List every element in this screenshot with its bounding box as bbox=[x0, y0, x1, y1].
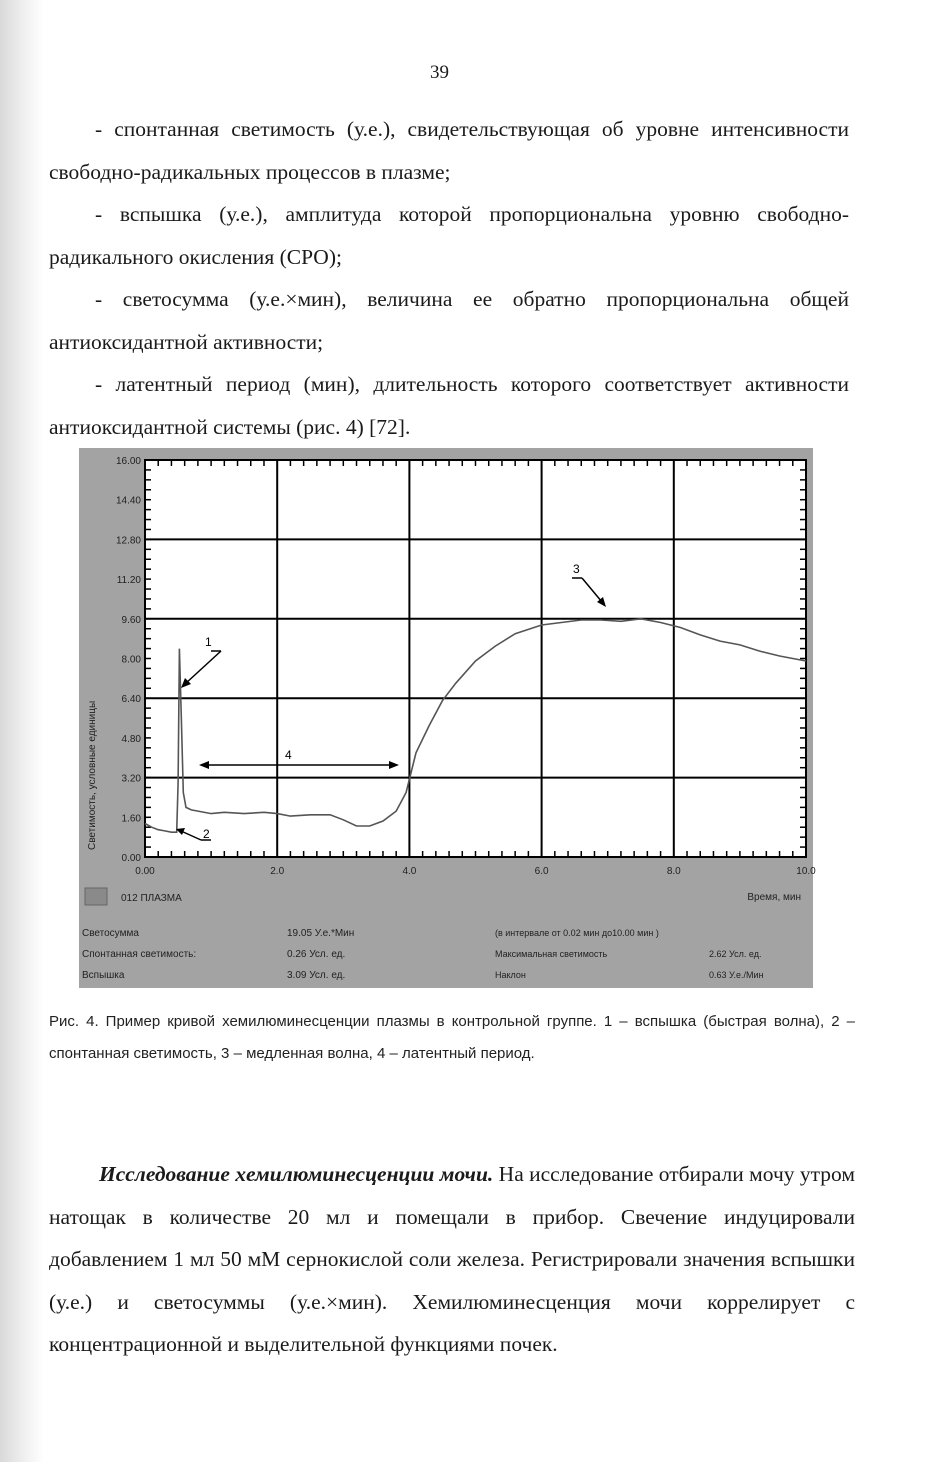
section-urine-chemiluminescence bbox=[49, 1153, 855, 1366]
stat-label-spontaneous: Спонтанная светимость: bbox=[82, 949, 197, 960]
plot-area bbox=[145, 460, 806, 857]
stat-value-lightsum: 19.05 У.е.*Мин bbox=[287, 928, 355, 939]
x-axis-title: Время, мин bbox=[747, 892, 801, 903]
annotation-label-1: 1 bbox=[205, 635, 212, 649]
stat-label-max: Максимальная светимость bbox=[495, 949, 608, 959]
list-item-latent: - латентный период (мин), длительность которого соответствует активности антиоксидантной системы (рис. 4) [72]. bbox=[49, 372, 849, 439]
y-tick-label: 14.40 bbox=[115, 495, 141, 507]
annotation-label-3: 3 bbox=[573, 562, 580, 576]
y-tick-label: 8.00 bbox=[121, 654, 141, 666]
stat-interval: (в интервале от 0.02 мин до10.00 мин ) bbox=[495, 928, 659, 938]
figure-4 bbox=[79, 448, 816, 988]
y-tick-label: 16.00 bbox=[115, 456, 141, 467]
y-tick-label: 1.60 bbox=[121, 813, 141, 825]
stat-value-flash: 3.09 Усл. ед. bbox=[287, 970, 346, 981]
stat-value-spontaneous: 0.26 Усл. ед. bbox=[287, 949, 346, 960]
section-heading: Исследование хемилюминесценции мочи. bbox=[99, 1162, 494, 1186]
y-tick-label: 11.20 bbox=[116, 575, 141, 587]
y-tick-label: 12.80 bbox=[115, 535, 141, 547]
list-item-lightsum: - светосумма (у.е.×мин), величина ее обратно пропорциональна общей антиоксидантной активности; bbox=[49, 287, 849, 354]
annotation-label-4: 4 bbox=[285, 748, 292, 762]
figure-caption: Рис. 4. Пример кривой хемилюминесценции плазмы в контрольной группе. 1 – вспышка (быстрая волна), 2 – спонтанная светимость, 3 – медленная волна, 4 – латентный период. bbox=[49, 1013, 855, 1062]
legend-swatch bbox=[85, 888, 107, 905]
section-body: На исследование отбирали мочу утром натощак в количестве 20 мл и помещали в прибор. Свечение индуцировали добавлением 1 мл 50 мМ сернокислой соли железа. Регистрировали значения вспышки (у.е.) и светосуммы (у.е.×мин). Хемилюминесценция мочи коррелирует с концентрационной и выделительной функциями почек. bbox=[49, 1162, 855, 1356]
scan-edge-shadow bbox=[0, 0, 44, 1462]
list-item-spontaneous: - спонтанная светимость (у.е.), свидетельствующая об уровне интенсивности свободно-радикальных процессов в плазме; bbox=[49, 117, 849, 184]
y-tick-label: 0.00 bbox=[121, 853, 141, 864]
legend-label: 012 ПЛАЗМА bbox=[121, 893, 182, 904]
stat-value-max: 2.62 Усл. ед. bbox=[709, 949, 762, 959]
list-item-flash: - вспышка (у.е.), амплитуда которой пропорциональна уровню свободно-радикального окисления (СРО); bbox=[49, 202, 849, 269]
chemiluminescence-chart bbox=[79, 448, 816, 988]
x-tick-label: 0.00 bbox=[135, 866, 155, 877]
x-tick-label: 2.0 bbox=[270, 866, 285, 877]
x-tick-label: 6.0 bbox=[534, 866, 549, 877]
y-tick-label: 9.60 bbox=[121, 614, 141, 626]
x-tick-label: 10.0 bbox=[796, 866, 816, 877]
y-tick-label: 3.20 bbox=[121, 773, 141, 785]
stat-label-lightsum: Светосумма bbox=[82, 928, 139, 939]
y-tick-label: 6.40 bbox=[121, 694, 141, 706]
stat-label-flash: Вспышка bbox=[82, 970, 125, 981]
x-tick-label: 8.0 bbox=[666, 866, 681, 877]
stat-label-slope: Наклон bbox=[495, 970, 526, 980]
y-axis-title: Светимость, условные единицы bbox=[87, 700, 98, 850]
annotation-label-2: 2 bbox=[203, 827, 210, 841]
stat-value-slope: 0.63 У.е./Мин bbox=[709, 970, 764, 980]
x-tick-label: 4.0 bbox=[402, 866, 417, 877]
y-tick-label: 4.80 bbox=[121, 733, 141, 745]
